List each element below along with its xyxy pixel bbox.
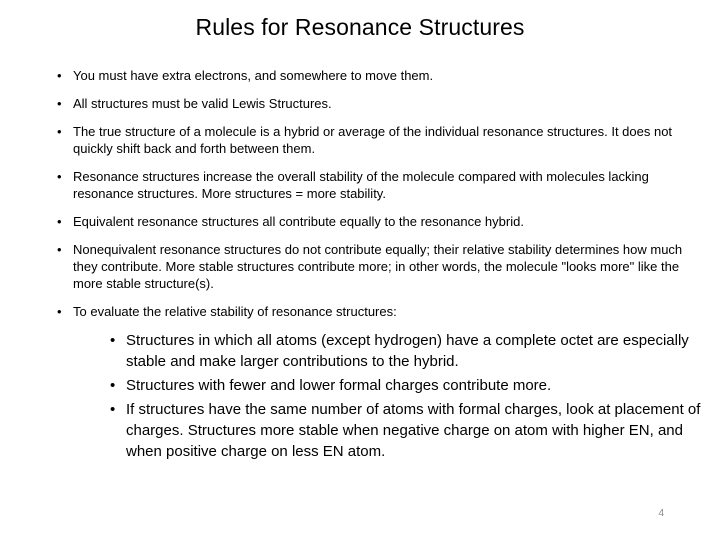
bullet-item: • The true structure of a molecule is a hybrid or average of the individual resonance structures. It does not quickly shift back and forth between them.	[56, 123, 696, 157]
bullet-item: • Resonance structures increase the overall stability of the molecule compared with molecules lacking resonance structures. More structures = more stability.	[56, 168, 696, 202]
bullet-item: • You must have extra electrons, and somewhere to move them.	[56, 67, 696, 84]
sub-bullet-item: • Structures in which all atoms (except hydrogen) have a complete octet are especially stable and make larger contributions to the hybrid.	[109, 330, 709, 372]
sub-bullet-item: • Structures with fewer and lower formal charges contribute more.	[109, 375, 709, 396]
bullet-item: • Nonequivalent resonance structures do not contribute equally; their relative stability determines how much they contribute. More stable structures contribute more; in other words, the molecule "looks more" like the more stable structure(s).	[56, 241, 696, 292]
slide-title: Rules for Resonance Structures	[195, 14, 525, 40]
bullet-item-with-sublist	[56, 303, 701, 462]
sub-bullet-item: • If structures have the same number of atoms with formal charges, look at placement of charges. Structures more stable when negative charge on atom with higher EN, and when positive charge on less EN atom.	[109, 399, 709, 462]
bullet-item: • Equivalent resonance structures all contribute equally to the resonance hybrid.	[56, 213, 696, 230]
bullet-item-text: To evaluate the relative stability of resonance structures:	[73, 304, 397, 319]
sub-bullet-list	[109, 330, 709, 462]
bullet-list	[56, 67, 701, 473]
page-number: 4	[658, 508, 664, 519]
bullet-item: • All structures must be valid Lewis Structures.	[56, 95, 696, 112]
